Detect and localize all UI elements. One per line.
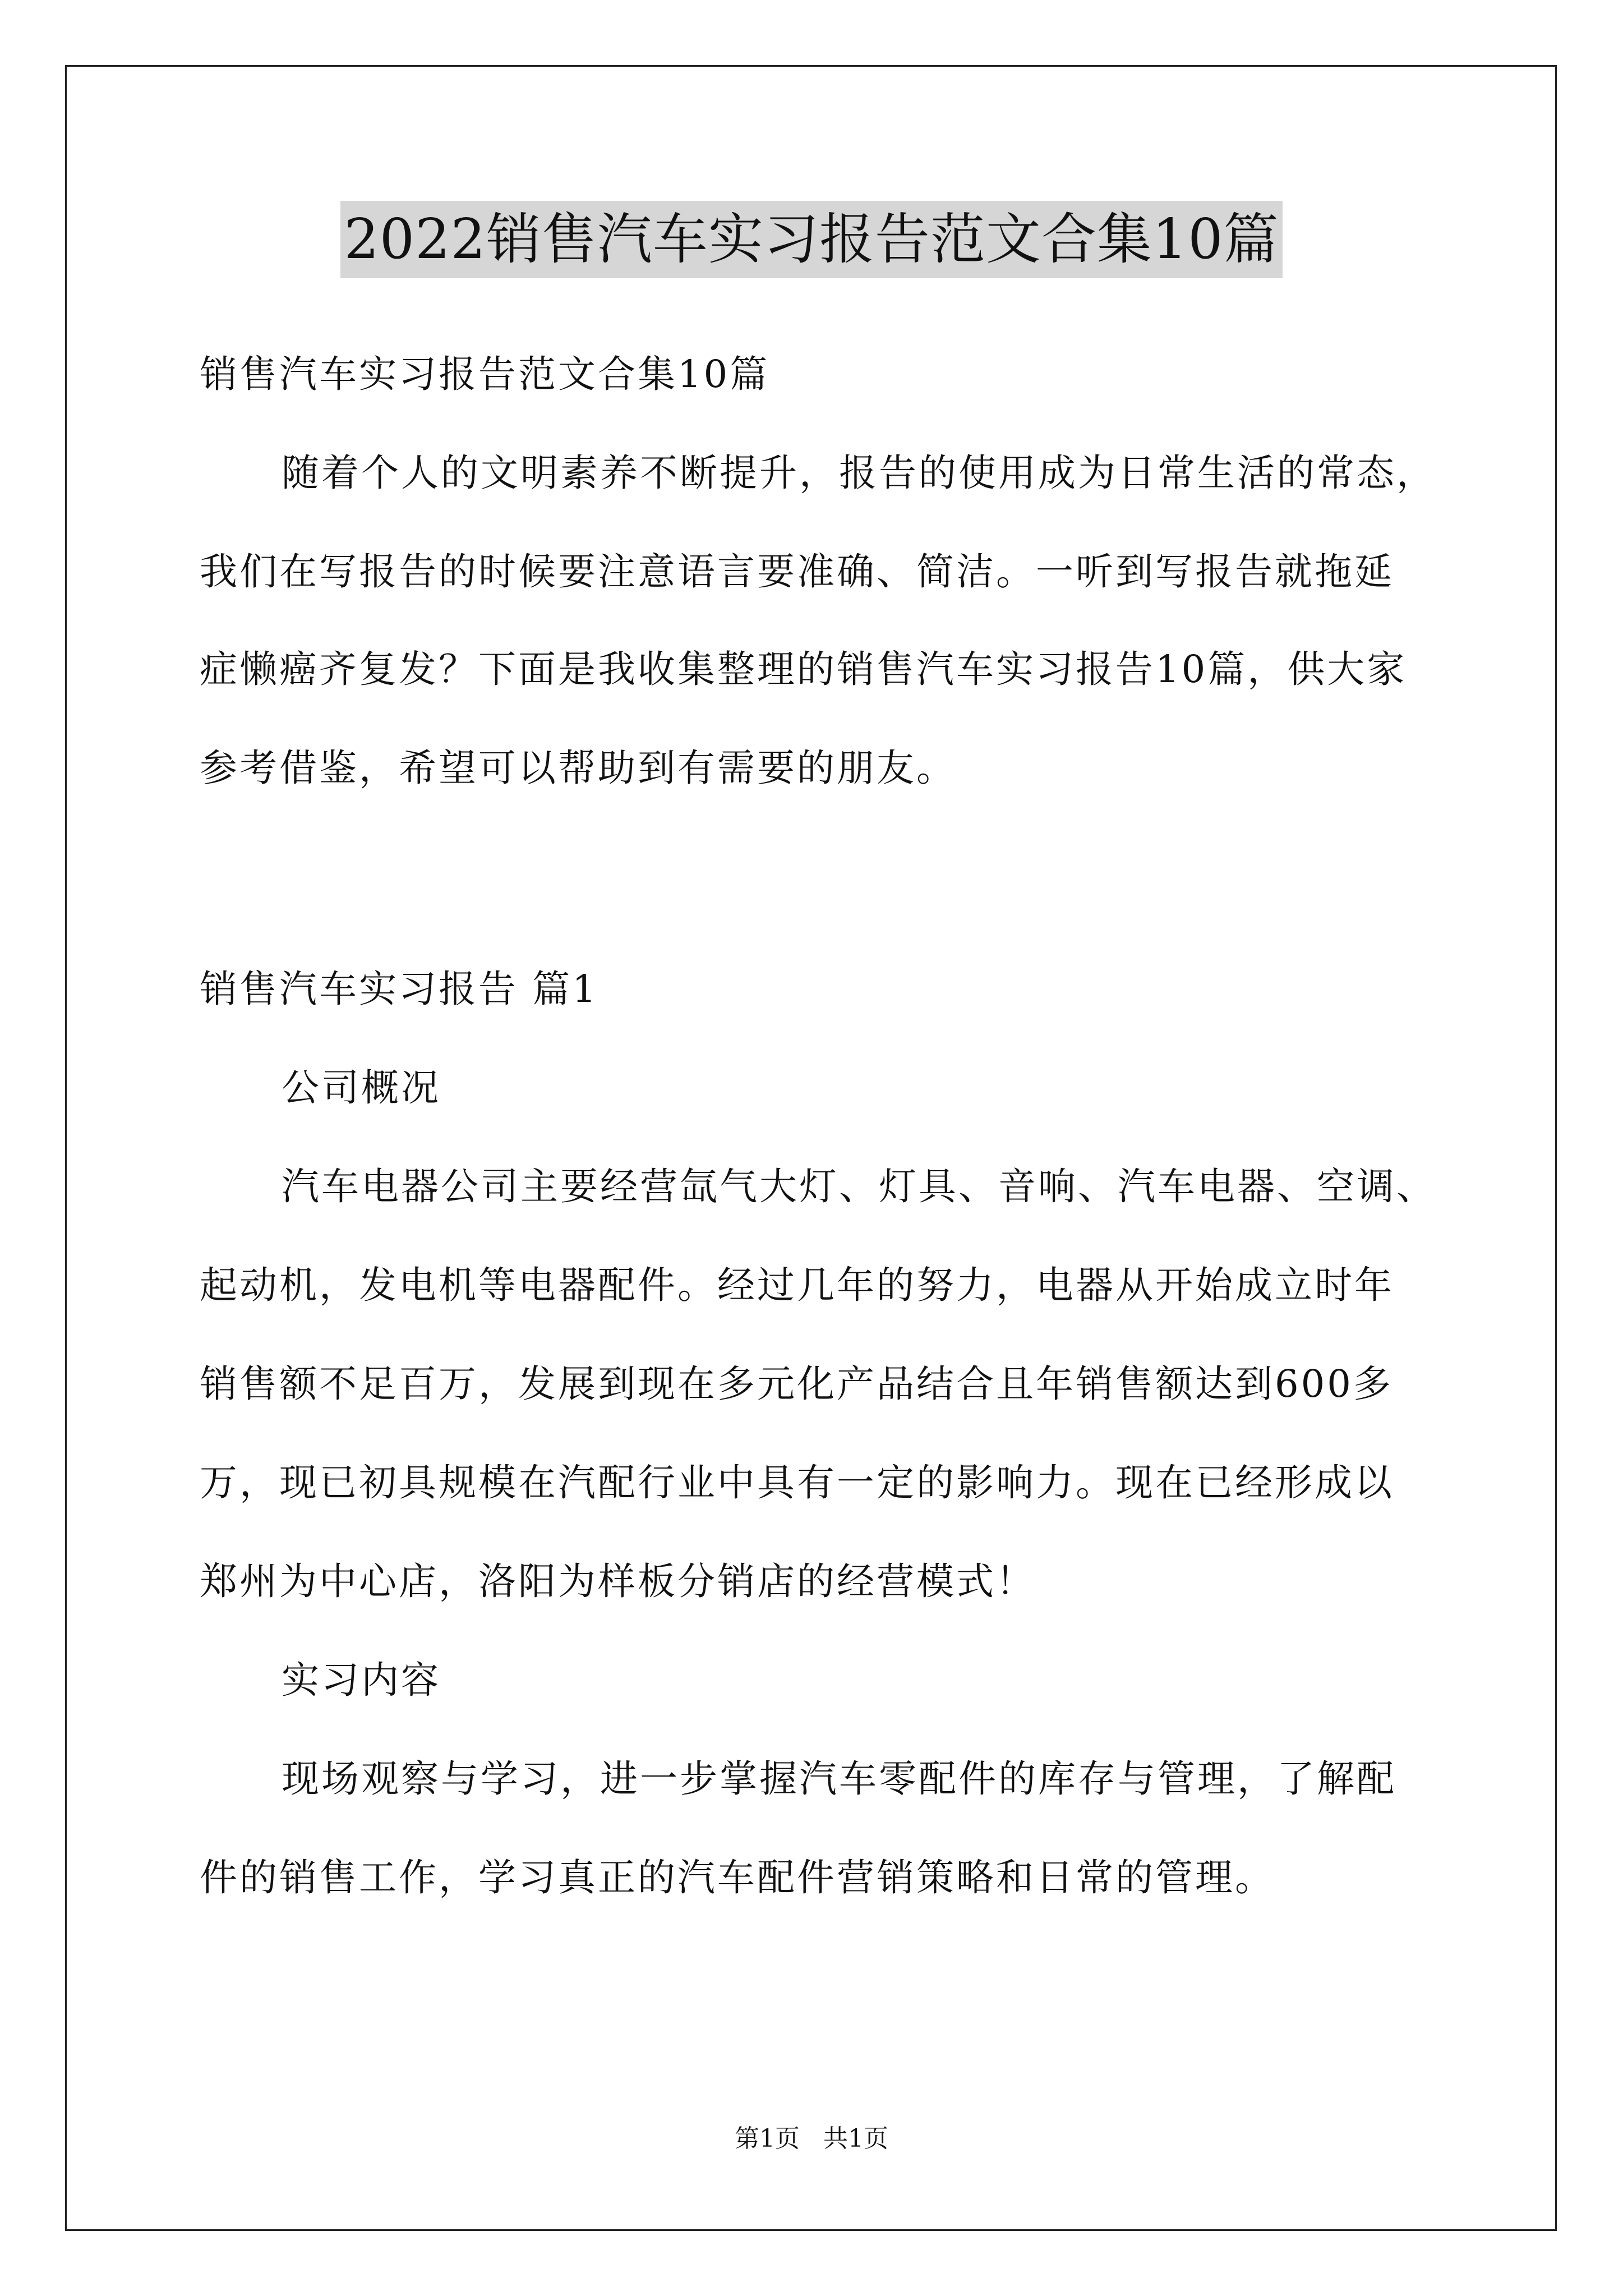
internship-line: 现场观察与学习，进一步掌握汽车零配件的库存与管理，了解配 [282,1757,1396,1801]
title-container [0,201,1623,278]
intro-line: 参考借鉴，希望可以帮助到有需要的朋友。 [200,746,956,790]
internship-subheading: 实习内容 [282,1658,441,1702]
page-number-total: 共1页 [823,2124,888,2153]
page-footer [0,2122,1623,2156]
company-line: 郑州为中心店，洛阳为样板分销店的经营模式！ [200,1559,1036,1603]
section-heading: 销售汽车实习报告 篇1 [200,967,598,1011]
company-line: 销售额不足百万，发展到现在多元化产品结合且年销售额达到600多 [200,1362,1393,1406]
page-number-current: 第1页 [735,2124,800,2153]
company-line: 汽车电器公司主要经营氙气大灯、灯具、音响、汽车电器、空调、 [282,1165,1436,1208]
company-line: 万，现已初具规模在汽配行业中具有一定的影响力。现在已经形成以 [200,1461,1394,1504]
document-title: 2022销售汽车实习报告范文合集10篇 [340,201,1282,278]
intro-line: 症懒癌齐复发？下面是我收集整理的销售汽车实习报告10篇，供大家 [200,647,1407,691]
internship-line: 件的销售工作，学习真正的汽车配件营销策略和日常的管理。 [200,1856,1275,1899]
company-line: 起动机，发电机等电器配件。经过几年的努力，电器从开始成立时年 [200,1263,1394,1307]
document-subtitle: 销售汽车实习报告范文合集10篇 [200,352,770,396]
company-subheading: 公司概况 [282,1066,441,1110]
intro-line: 随着个人的文明素养不断提升，报告的使用成为日常生活的常态， [282,451,1436,495]
intro-line: 我们在写报告的时候要注意语言要准确、简洁。一听到写报告就拖延 [200,550,1394,593]
